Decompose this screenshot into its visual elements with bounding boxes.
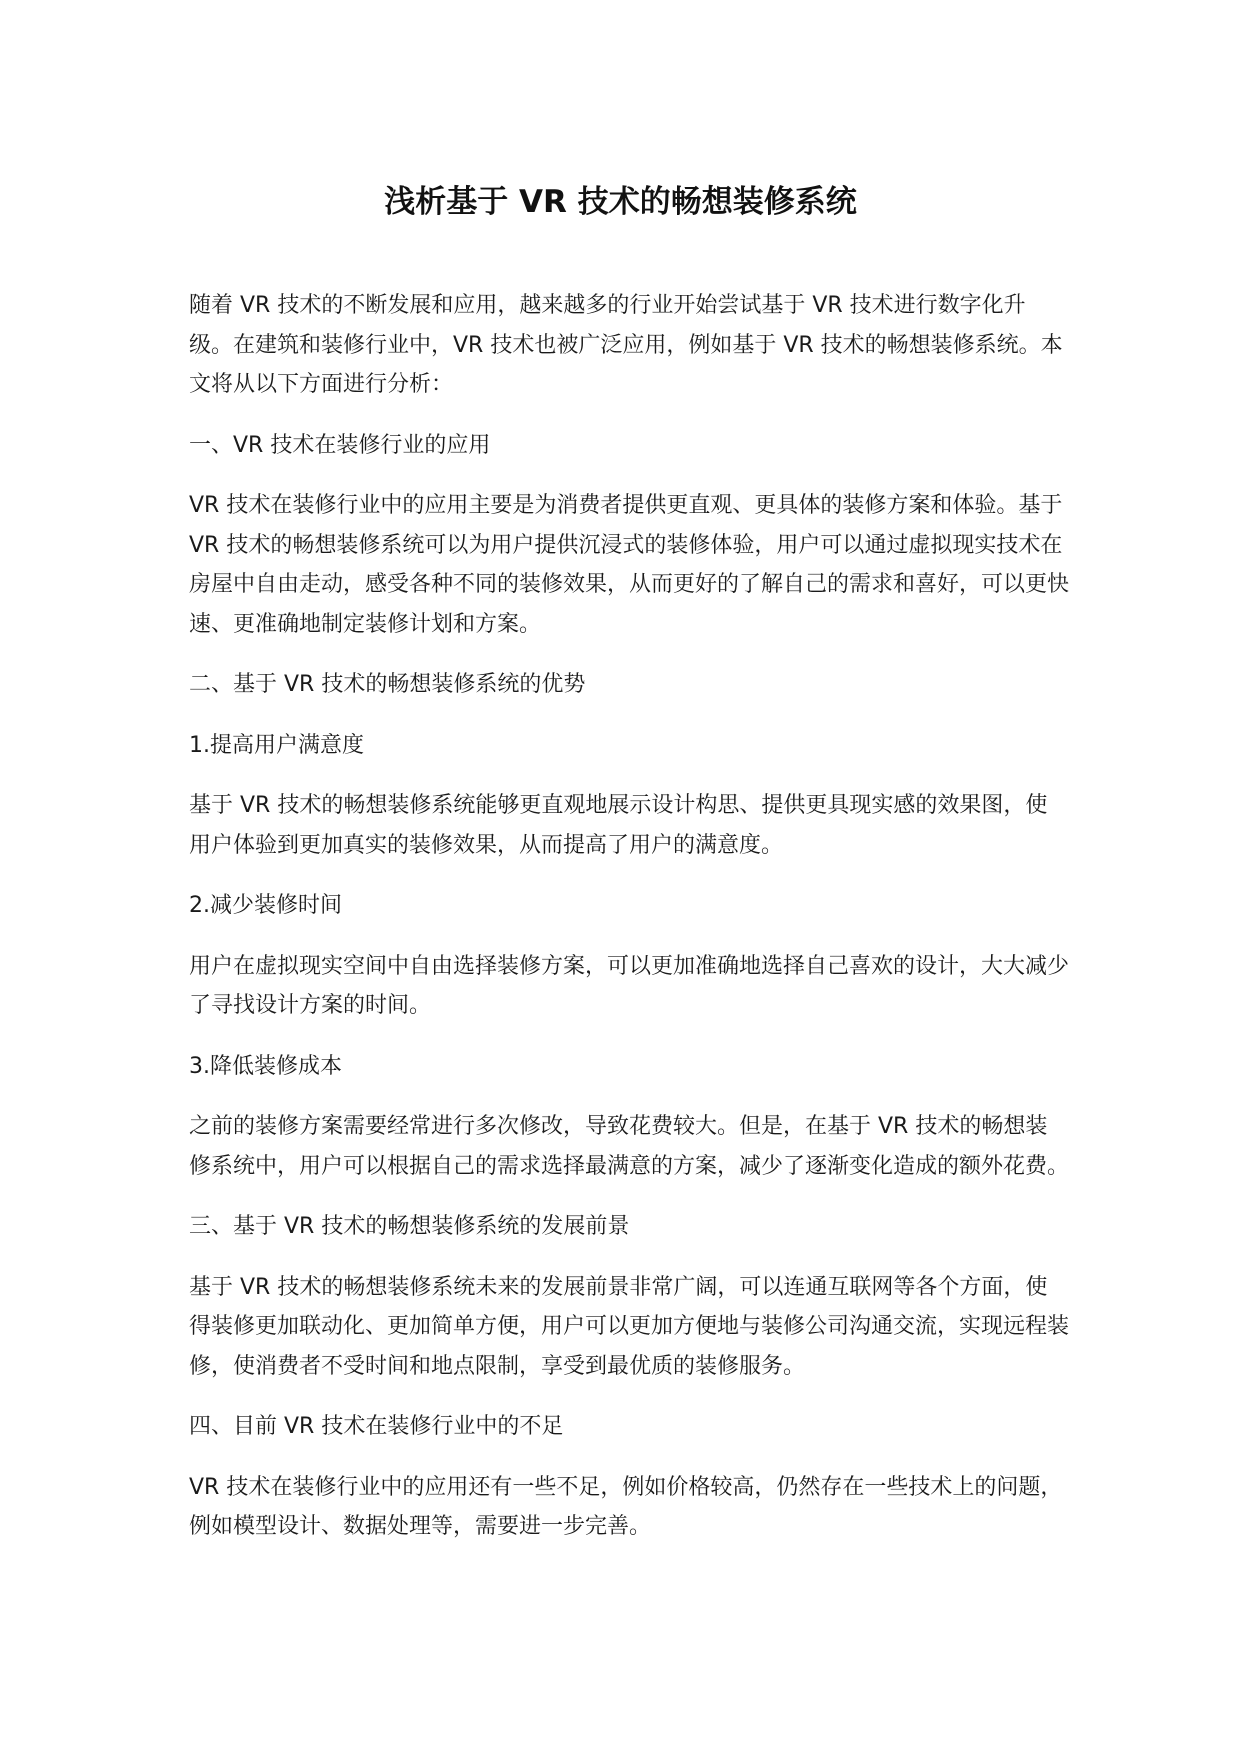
section-4-paragraph: VR 技术在装修行业中的应用还有一些不足，例如价格较高，仍然存在一些技术上的问题，例如模型设计、数据处理等，需要进一步完善。 — [189, 1474, 1063, 1539]
subheading-2-2: 2.减少装修时间 — [189, 893, 342, 918]
section-3-paragraph: 基于 VR 技术的畅想装修系统未来的发展前景非常广阔，可以连通互联网等各个方面，使得装修更加联动化、更加简单方便，用户可以更加方便地与装修公司沟通交流，实现远程装修，使消费者不受时间和地点限制，享受到最优质的装修服务。 — [189, 1274, 1070, 1379]
subsection-2-2-paragraph: 用户在虚拟现实空间中自由选择装修方案，可以更加准确地选择自己喜欢的设计，大大减少了寻找设计方案的时间。 — [189, 953, 1070, 1018]
subsection-2-1-paragraph: 基于 VR 技术的畅想装修系统能够更直观地展示设计构思、提供更具现实感的效果图，使用户体验到更加真实的装修效果，从而提高了用户的满意度。 — [189, 793, 1048, 858]
subheading-2-1: 1.提高用户满意度 — [189, 732, 364, 758]
section-heading-1: 一、VR 技术在装修行业的应用 — [189, 432, 491, 458]
subheading-2-3: 3.降低装修成本 — [189, 1053, 342, 1079]
section-1-paragraph: VR 技术在装修行业中的应用主要是为消费者提供更直观、更具体的装修方案和体验。基于 VR 技术的畅想装修系统可以为用户提供沉浸式的装修体验，用户可以通过虚拟现实技术在房屋中自由走动，感受各种不同的装修效果，从而更好的了解自己的需求和喜好，可以更快速、更准确地制定装修计划和方案。 — [189, 493, 1070, 637]
subsection-2-3-paragraph: 之前的装修方案需要经常进行多次修改，导致花费较大。但是，在基于 VR 技术的畅想装修系统中，用户可以根据自己的需求选择最满意的方案，减少了逐渐变化造成的额外花费。 — [189, 1114, 1070, 1179]
document-title: 浅析基于 VR 技术的畅想装修系统 — [384, 184, 857, 220]
document-body — [189, 286, 1069, 1568]
section-heading-3: 三、基于 VR 技术的畅想装修系统的发展前景 — [189, 1214, 630, 1239]
section-heading-2: 二、基于 VR 技术的畅想装修系统的优势 — [189, 672, 586, 697]
section-heading-4: 四、目前 VR 技术在装修行业中的不足 — [189, 1414, 564, 1439]
intro-paragraph: 随着 VR 技术的不断发展和应用，越来越多的行业开始尝试基于 VR 技术进行数字化升级。在建筑和装修行业中，VR 技术也被广泛应用，例如基于 VR 技术的畅想装修系统。本文将从以下方面进行分析： — [189, 293, 1063, 397]
